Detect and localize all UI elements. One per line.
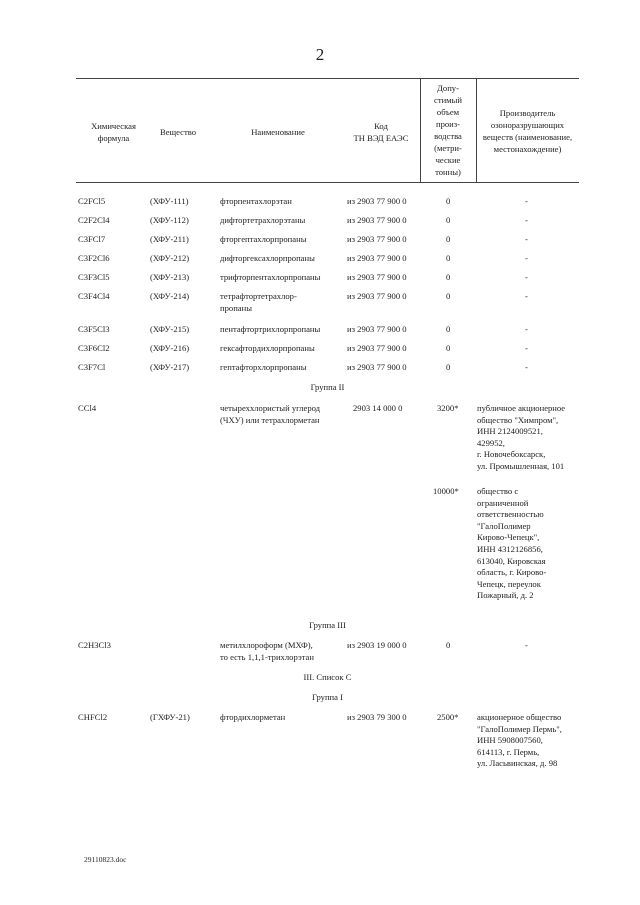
cell-formula: CCl4 [78, 403, 97, 413]
cell-producer: - [525, 362, 528, 372]
cell-name: дифторгексахлорпропаны [220, 253, 315, 263]
cell-volume: 0 [446, 215, 451, 225]
cell-code: из 2903 77 900 0 [347, 272, 407, 282]
cell-code: из 2903 77 900 0 [347, 343, 407, 353]
cell-substance: (ХФУ-217) [150, 362, 190, 372]
cell-substance: (ГХФУ-21) [150, 712, 190, 722]
cell-name: тетрафтортетрахлор- пропаны [220, 291, 297, 313]
header-producer: Производитель озоноразрушающих веществ (наименование, местонахождение) [482, 108, 573, 155]
cell-producer: - [525, 196, 528, 206]
header-top-rule [76, 78, 579, 79]
cell-formula: C3FCl7 [78, 234, 106, 244]
cell-producer: - [525, 234, 528, 244]
group-heading: Группа II [310, 382, 345, 392]
cell-code: из 2903 19 000 0 [347, 640, 407, 650]
cell-name: гептафторхлорпропаны [220, 362, 307, 372]
group-heading: Группа III [309, 620, 346, 630]
cell-formula: C2F2Cl4 [78, 215, 110, 225]
cell-formula: C3F2Cl6 [78, 253, 110, 263]
cell-formula: CHFCl2 [78, 712, 108, 722]
cell-volume: 0 [446, 234, 451, 244]
cell-name: фтордихлорметан [220, 712, 286, 722]
section-heading: III. Список С [303, 672, 352, 682]
cell-producer: - [525, 272, 528, 282]
cell-producer: публичное акционерное общество "Химпром", ИНН 2124009521, 429952, г. Новочебоксарск, ул. Промышленная, 101 [477, 403, 566, 471]
cell-formula: C3F4Cl4 [78, 291, 110, 301]
cell-volume: 0 [446, 640, 451, 650]
cell-substance: (ХФУ-213) [150, 272, 190, 282]
cell-formula: C2FCl5 [78, 196, 106, 206]
header-bottom-rule [76, 182, 579, 183]
header-substance: Вещество [159, 127, 197, 137]
cell-code: из 2903 79 300 0 [347, 712, 407, 722]
cell-volume: 2500* [437, 712, 459, 722]
cell-producer: - [525, 640, 528, 650]
cell-formula: C3F6Cl2 [78, 343, 110, 353]
cell-volume: 0 [446, 362, 451, 372]
cell-substance: (ХФУ-111) [150, 196, 189, 206]
cell-volume: 10000* [433, 486, 459, 496]
cell-volume: 0 [446, 196, 451, 206]
group-heading: Группа I [312, 692, 343, 702]
cell-producer: акционерное общество "ГалоПолимер Пермь", ИНН 5908007560, 614113, г. Пермь, ул. Ласьвинская, д. 98 [477, 712, 562, 769]
cell-name: четыреххлористый углерод (ЧХУ) или тетрахлорметан [220, 403, 321, 425]
cell-volume: 0 [446, 343, 451, 353]
header-volume: Допу- стимый объем произ- водства (метри- ческие тонны) [434, 83, 462, 178]
cell-code: из 2903 77 900 0 [347, 215, 407, 225]
cell-code: из 2903 77 900 0 [347, 324, 407, 334]
cell-substance: (ХФУ-212) [150, 253, 190, 263]
cell-code: из 2903 77 900 0 [347, 234, 407, 244]
cell-substance: (ХФУ-112) [150, 215, 189, 225]
cell-volume: 0 [446, 291, 451, 301]
cell-formula: C2H3Cl3 [78, 640, 111, 650]
cell-substance: (ХФУ-214) [150, 291, 190, 301]
cell-substance: (ХФУ-211) [150, 234, 189, 244]
header-name: Наименование [251, 127, 305, 137]
cell-volume: 0 [446, 272, 451, 282]
cell-code: из 2903 77 900 0 [347, 196, 407, 206]
cell-name: дифтортетрахлорэтаны [220, 215, 306, 225]
cell-formula: C3F3Cl5 [78, 272, 110, 282]
footer-filename: 29110823.doc [84, 855, 127, 864]
cell-producer: - [525, 291, 528, 301]
cell-name: трифторпентахлорпропаны [220, 272, 321, 282]
cell-producer: - [525, 215, 528, 225]
page-number: 2 [315, 45, 325, 64]
cell-substance: (ХФУ-215) [150, 324, 190, 334]
cell-code: из 2903 77 900 0 [347, 362, 407, 372]
cell-formula: C3F5Cl3 [78, 324, 110, 334]
cell-code: из 2903 77 900 0 [347, 291, 407, 301]
header-formula: Химическая формула [91, 121, 136, 144]
cell-code: из 2903 77 900 0 [347, 253, 407, 263]
cell-name: фторпентахлорэтан [220, 196, 292, 206]
cell-producer: общество с ограниченной ответственностью "ГалоПолимер Кирово-Чепецк", ИНН 4312126856, 613040, Кировская область, г. Кирово- Чепецк, переулок Пожарный, д. 2 [477, 486, 547, 601]
header-code: Код ТН ВЭД ЕАЭС [353, 121, 409, 144]
cell-producer: - [525, 343, 528, 353]
cell-name: фторгептахлорпропаны [220, 234, 307, 244]
cell-substance: (ХФУ-216) [150, 343, 190, 353]
cell-producer: - [525, 253, 528, 263]
cell-volume: 3200* [437, 403, 459, 413]
cell-volume: 0 [446, 324, 451, 334]
cell-volume: 0 [446, 253, 451, 263]
cell-name: метилхлороформ (МХФ), то есть 1,1,1-трихлорэтан [220, 640, 314, 662]
cell-code: 2903 14 000 0 [353, 403, 403, 413]
cell-name: гексафтордихлорпропаны [220, 343, 315, 353]
cell-name: пентафтортрихлорпропаны [220, 324, 321, 334]
cell-producer: - [525, 324, 528, 334]
cell-formula: C3F7Cl [78, 362, 106, 372]
